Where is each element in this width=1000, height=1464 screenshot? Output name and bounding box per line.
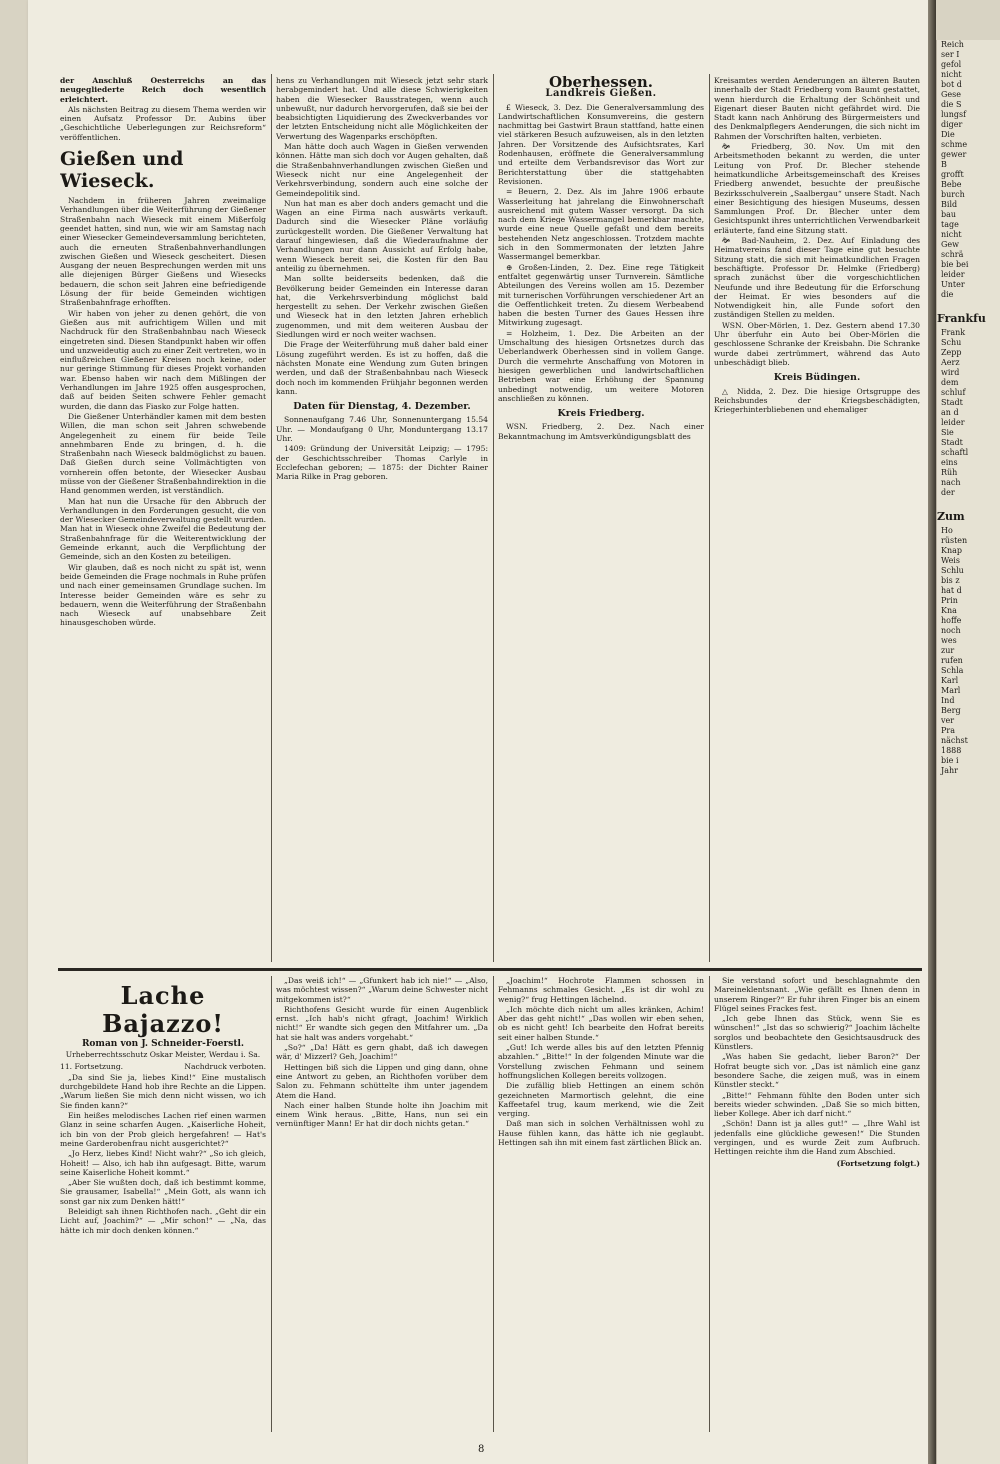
serial-paragraph: „Jo Herz, liebes Kind! Nicht wahr?“ „So ich gleich, Hoheit! — Also, ich hab ihn aufgesagt. Bitte, warum seine Kaiserliche Hoheit kommt.“ [60, 1149, 266, 1177]
serial-paragraph: „Joachim!“ Hochrote Flammen schossen in Fehmanns schmales Gesicht. „Es ist dir wohl zu wenig?“ frug Hettingen lächelnd. [498, 976, 704, 1004]
column-rule [709, 976, 710, 1432]
adjacent-page-fragment: Aerz [941, 358, 960, 367]
adjacent-page-fragment: ver [941, 716, 955, 725]
serial-column-4 [714, 976, 920, 1434]
serial-paragraph: „Bitte!“ Fehmann fühlte den Boden unter sich bereits wieder schwinden. „Daß Sie so mich bitten, lieber Kollege. Aber ich darf nicht.“ [714, 1090, 920, 1119]
adjacent-page-fragment: diger [941, 120, 963, 129]
reprint-note: Nachdruck verboten. [184, 1061, 266, 1071]
adjacent-page-fragment: tage [941, 220, 959, 229]
adjacent-page-fragments-bottom [937, 526, 1000, 776]
column-rule [493, 976, 494, 1432]
adjacent-page-fragment: Gew [941, 240, 959, 249]
serial-paragraph: Sie verstand sofort und beschlagnahmte den Mareineklentsnant. „Wie gefällt es Ihnen denn in unserem Ringer?“ Er fuhr ihren Finger bis an einem Flügel seines Frackes fest. [714, 976, 920, 1013]
adjacent-page-fragment: Frank [941, 328, 966, 337]
adjacent-page-fragment: die S [941, 100, 962, 109]
news-item: Kreisamtes werden Aenderungen an älteren Bauten innerhalb der Stadt Friedberg vom Baumt gestattet, wenn hierdurch die Erhaltung der Schönheit und Eigenart dieser Bauten nicht gefährdet wird. Die Stadt kann nach Anhörung des Bürgermeisters und des Denkmalpflegers Aenderungen, die sich nicht im Rahmen der Vorschriften halten, verbieten. [714, 76, 920, 141]
article-paragraph: Nun hat man es aber doch anders gemacht und die Wagen an eine Firma nach auswärts verkauft. Dadurch sind die Wiesecker Pläne vorläufig zurückgestellt worden. Die Gießener Verwaltung hat darauf hingewiesen, daß die Wiederaufnahme der Verhandlungen nur dann Aussicht auf Erfolg habe, wenn Wieseck bereit sei, die Kosten für den Bau anteilig zu übernehmen. [276, 198, 488, 273]
adjacent-page-fragment: 1888 [941, 746, 962, 755]
news-item: WSN. Friedberg, 2. Dez. Nach einer Bekanntmachung im Amtsverkündigungsblatt des [498, 422, 704, 441]
article-paragraph: hens zu Verhandlungen mit Wieseck jetzt sehr stark herabgemindert hat. Und alle diese Schwierigkeiten haben die Wiesecker Bausstrategen, wenn auch unbewußt, nur dadurch hervorgerufen, daß sie bei der beabsichtigten Liquidierung des Zweckverbandes vor der letzten Entscheidung nicht alle Möglichkeiten der Verwertung des Wagenparks erschöpften. [276, 76, 488, 141]
adjacent-page-fragment: der [941, 488, 955, 497]
adjacent-page-fragment: schaftl [941, 448, 969, 457]
adjacent-page-fragment: Reich [941, 40, 964, 49]
serial-copyright: Urheberrechtsschutz Oskar Meister, Werdau i. Sa. [65, 1050, 261, 1060]
column-rule [493, 74, 494, 962]
adjacent-page-fragment: rüsten [941, 536, 968, 545]
dates-heading: Daten für Dienstag, 4. Dezember. [293, 401, 471, 413]
adjacent-page-fragment: wird [941, 368, 960, 377]
feuilleton-separator [58, 968, 922, 971]
page-number: 8 [478, 1444, 485, 1455]
article-paragraph: Man hat nun die Ursache für den Abbruch der Verhandlungen in den Forderungen gesucht, die von der Wiesecker Gemeindeverwaltung gestellt wurden. Man hat in Wieseck ohne Zweifel die Bedeutung der Straßenbahnfrage für die Weiterentwicklung der Gemeinde erkannt, auch die Verpflichtung der Gemeinde, sich an den Kosten zu beteiligen. [60, 496, 266, 562]
serial-column-3 [498, 976, 704, 1434]
article-headline: Gießen und Wieseck. [60, 148, 184, 193]
serial-paragraph: „Schön! Dann ist ja alles gut!“ — „Ihre Wahl ist jedenfalls eine glückliche gewesen!“ Die Stunden vergingen, und es wurde Zeit zum Aufbruch. Hettingen reichte ihm die Hand zum Abschied. [714, 1119, 920, 1157]
adjacent-page-fragment: Berg [941, 706, 961, 715]
news-item: △ Nidda, 2. Dez. Die hiesige Ortsgruppe des Reichsbundes der Kriegsbeschädigten, Kriegerhinterbliebenen und ehemaliger [714, 386, 920, 415]
serial-paragraph: „Gut! Ich werde alles bis auf den letzten Pfennig abzahlen.“ „Bitte!“ In der folgenden Minute war die Vorstellung zwischen Fehmann und seinem hoffnungslichen Kollegen bereits vollzogen. [498, 1043, 704, 1080]
column-2 [276, 76, 488, 966]
adjacent-page-fragment: bie bei [941, 260, 969, 269]
adjacent-page-fragment: an d [941, 408, 959, 417]
column-4 [714, 76, 920, 966]
adjacent-page-fragment: grofft [941, 170, 964, 179]
adjacent-page-fragment: nächst [941, 736, 968, 745]
article-paragraph: Wir haben von jeher zu denen gehört, die von Gießen aus mit aufrichtigem Willen und mit Nachdruck für den Straßenbahnbau nach Wieseck eingetreten sind. Diesen Standpunkt haben wir offen und unzweideutig auch zu einer Zeit vertreten, wo in einflußreichen Gießener Kreisen noch keine, oder nur geringe Stimmung für dieses Projekt vorhanden war. Ebenso haben wir nach dem Mißlingen der Verhandlungen im Jahre 1925 offen ausgesprochen, daß auf beiden Seiten schwere Fehler gemacht wurden, die dann das Fiasko zur Folge hatten. [60, 308, 266, 411]
adjacent-page-fragment: lungsf [941, 110, 967, 119]
adjacent-page-fragment: die [941, 290, 954, 299]
serial-paragraph: „Ich möchte dich nicht um alles kränken, Achim! Aber das geht nicht!“ „Das wollen wir eben sehen, ob es nicht geht! Ich bearbeite den Hofrat bereits seit einer halben Stunde.“ [498, 1004, 704, 1042]
adjacent-page-fragment: Stadt [941, 398, 963, 407]
serial-paragraph: Daß man sich in solchen Verhältnissen wohl zu Hause fühlen kann, das hätte ich nie geglaubt. Hettingen sah ihn mit einem fast zärtlichen Blick an. [498, 1119, 704, 1148]
adjacent-page-fragment: bie i [941, 756, 959, 765]
article-paragraph: Man hätte doch auch Wagen in Gießen verwenden können. Hätte man sich doch vor Augen gehalten, daß die Straßenbahnverhandlungen zwischen Gießen und Wieseck nicht nur eine Angelegenheit der Verkehrsverbindung, sondern auch eine solche der Gemeindepolitik sind. [276, 142, 488, 198]
adjacent-page-fragment: Schla [941, 666, 964, 675]
column-rule [709, 74, 710, 962]
installment-number: 11. Fortsetzung. [60, 1061, 124, 1071]
adjacent-page-edge [936, 40, 1000, 1464]
column-rule [271, 74, 272, 962]
adjacent-page-fragment: Bild [941, 200, 958, 209]
adjacent-page-heading: Frankfu [937, 312, 986, 325]
news-item: WSN. Ober-Mörlen, 1. Dez. Gestern abend 17.30 Uhr überfuhr ein Auto bei Ober-Mörlen die geschlossene Schranke der Kreisbahn. Die Schranke wurde dabei zertrümmert, während das Auto unbeschädigt blieb. [714, 320, 920, 367]
column-1 [60, 76, 266, 966]
adjacent-page-fragment: hoffe [941, 616, 962, 625]
adjacent-page-fragments-top [937, 40, 1000, 300]
adjacent-page-fragment: Knap [941, 546, 963, 555]
adjacent-page-fragment: bot d [941, 80, 962, 89]
serial-paragraph: „So?“ „Da! Hätt es gern ghabt, daß ich dawegen wär, d' Mizzerl? Geh, Joachim!“ [276, 1043, 488, 1062]
adjacent-page-fragment: ser I [941, 50, 960, 59]
article-paragraph: Wir glauben, daß es noch nicht zu spät ist, wenn beide Gemeinden die Frage nochmals in Ruhe prüfen und nach einer gemeinsamen Grundlage suchen. Im Interesse beider Gemeinden wäre es sehr zu bedauern, wenn die Weiterführung der Straßenbahn nach Wieseck auf unabsehbare Zeit hinausgeschoben würde. [60, 562, 266, 628]
column-rule [271, 976, 272, 1432]
article-paragraph: Man sollte beiderseits bedenken, daß die Bevölkerung beider Gemeinden ein Interesse daran hat, die Verkehrsverbindung möglichst bald hergestellt zu sehen. Der Verkehr zwischen Gießen und Wieseck hat in den letzten Jahren erheblich zugenommen, und mit dem weiteren Ausbau der Siedlungen wird er noch weiter wachsen. [276, 274, 488, 340]
news-item: 🙞 Friedberg, 30. Nov. Um mit den Arbeitsmethoden bekannt zu werden, die unter Leitung von Prof. Dr. Blecher stehende heimatkundliche Arbeitsgemeinschaft des Kreises Friedberg anwendet, besuchte der preußische Bezirksschulverein „Saalbergau“ unsere Stadt. Nach einer Besichtigung des hiesigen Museums, dessen Sammlungen Prof. Dr. Blecher unter dem Gesichtspunkt ihres unterrichtlichen Verwendbarkeit erläuterte, fand eine Sitzung statt. [714, 142, 920, 235]
serial-title: Lache Bajazzo! [102, 981, 224, 1038]
news-item: = Beuern, 2. Dez. Als im Jahre 1906 erbaute Wasserleitung hat jahrelang die Einwohnerschaft ausreichend mit gutem Wasser versorgt. Da sich nach dem Kriege Wassermangel bemerkbar machte, wurde eine neue Quelle gefaßt und dem bereits bestehenden Netz angeschlossen. Trotzdem machte sich in den Sommermonaten der letzten Jahre Wassermangel bemerkbar. [498, 187, 704, 262]
news-item: = Holzheim, 1. Dez. Die Arbeiten an der Umschaltung des hiesigen Ortsnetzes durch das Ueberlandwerk Oberhessen sind in vollem Gange. Durch die vermehrte Anschaffung von Motoren in hiesigen gewerblichen und landwirtschaftlichen Betrieben war eine Erhöhung der Spannung unbedingt notwendig, um weitere Motoren anschließen zu können. [498, 328, 704, 403]
region-heading: Landkreis Gießen. [545, 88, 657, 100]
article-paragraph: Die Frage der Weiterführung muß daher bald einer Lösung zugeführt werden. Es ist zu hoffen, daß die nächsten Monate eine Wendung zum Guten bringen werden, und daß der Straßenbahnbau nach Wieseck doch noch im kommenden Frühjahr begonnen werden kann. [276, 340, 488, 396]
serial-paragraph: Hettingen biß sich die Lippen und ging dann, ohne eine Antwort zu geben, an Richthofen vorüber dem Salon zu. Fehmann schüttelte ihm unter jagendem Atem die Hand. [276, 1062, 488, 1100]
serial-meta [60, 1062, 266, 1071]
adjacent-page-fragment: Pra [941, 726, 955, 735]
adjacent-page-fragment: Marl [941, 686, 961, 695]
serial-paragraph: Ein heißes melodisches Lachen rief einen warmen Glanz in seine scharfen Augen. „Kaiserliche Hoheit, ich bin von der Prob gleich hergefahren! — Hat's meine Garderobenfrau nicht ausgerichtet?“ [60, 1111, 266, 1148]
adjacent-page-fragment: Sie [941, 428, 954, 437]
adjacent-page-fragment: zur [941, 646, 955, 655]
adjacent-page-fragment: Die [941, 130, 955, 139]
adjacent-page-fragment: Schu [941, 338, 962, 347]
section-heading: Oberhessen. [548, 76, 653, 91]
serial-paragraph: Beleidigt sah ihnen Richthofen nach. „Geht dir ein Licht auf, Joachim?“ — „Mir schon!“ — „Na, das hätte ich mir doch denken können.“ [60, 1207, 266, 1235]
serial-paragraph: „Das weiß ich!“ — „Gfunkert hab ich nie!“ — „Also, was möchtest wissen?“ „Warum deine Schwester nicht mitgekommen ist?“ [276, 976, 488, 1004]
adjacent-page-fragment: noch [941, 626, 961, 635]
serial-column-1 [60, 976, 266, 1434]
adjacent-page-fragment: nicht [941, 230, 962, 239]
serial-author: Roman von J. Schneider-Foerstl. [81, 1039, 245, 1049]
serial-paragraph: Die zufällig blieb Hettingen an einem schön gezeichneten Marmortisch gelehnt, die eine Kaffeetafel trug, kaum merkend, wie die Zeit verging. [498, 1081, 704, 1119]
adjacent-page-fragment: Gese [941, 90, 961, 99]
adjacent-page-fragment: schrä [941, 250, 964, 259]
adjacent-page-fragment: Kna [941, 606, 957, 615]
adjacent-page-fragment: schluf [941, 388, 966, 397]
serial-paragraph: „Was haben Sie gedacht, lieber Baron?“ Der Hofrat beugte sich vor. „Das ist nämlich eine ganz besondere Sache, die zeigen muß, was in einem Künstler steckt.“ [714, 1052, 920, 1090]
serial-paragraph: Nach einer halben Stunde holte ihn Joachim mit einem Wink heraus. „Bitte, Hans, nun sei ein vernünftiger Mann! Er hat dir doch nichts getan.“ [276, 1100, 488, 1129]
region-heading: Kreis Büdingen. [773, 372, 861, 384]
news-item: £ Wieseck, 3. Dez. Die Generalversammlung des Landwirtschaftlichen Konsumvereins, die gestern nachmittag bei Gastwirt Braun stattfand, hatte einen viel stärkeren Besuch aufzuweisen, als in den letzten Jahren. Der Vorsitzende des Aufsichtsrates, Karl Rodenhausen, eröffnete die Generalversammlung und erteilte dem Verbandsrevisor das Wort zur Berichterstattung über die stattgehabten Revisionen. [498, 102, 704, 186]
adjacent-page-fragment: schme [941, 140, 968, 149]
serial-paragraph: „Ich gebe Ihnen das Stück, wenn Sie es wünschen!“ „Ist das so schwierig?“ Joachim lächelte sorglos und beobachtete den Gesichtsausdruck des Künstlers. [714, 1014, 920, 1052]
adjacent-page-fragment: eins [941, 458, 958, 467]
adjacent-page-fragment: gefol [941, 60, 962, 69]
page-fold-shadow [928, 0, 936, 1464]
news-item: ⊕ Großen-Linden, 2. Dez. Eine rege Tätigkeit entfaltet gegenwärtig unser Turnverein. Sämtliche Abteilungen des Vereins wollen am 15. Dezember mit turnerischen Vorführungen verschiedener Art an die Oeffentlichkeit treten. Zu diesem Werbeabend haben die besten Turner des Gaues Hessen ihre Mitwirkung zugesagt. [498, 262, 704, 328]
article-paragraph: Die Gießener Unterhändler kamen mit dem besten Willen, die man schon seit Jahren schwebende Angelegenheit zu einem für beide Teile annehmbaren Ende zu bringen, d. h. die Straßenbahn nach Wieseck baldmöglichst zu bauen. Daß Gießen durch seine Vollmächtigten von vornherein offen betonte, der Wiesecker Ausbau müsse von der Gießener Straßenbahndirektion in die Hand genommen werden, ist verständlich. [60, 411, 266, 496]
adjacent-page-fragment: Bebe [941, 180, 962, 189]
adjacent-page-fragment: Unter [941, 280, 965, 289]
adjacent-page-fragment: bau [941, 210, 957, 219]
adjacent-page-fragment: leider [941, 270, 965, 279]
adjacent-page-fragment: dem [941, 378, 959, 387]
adjacent-page-fragment: nicht [941, 70, 962, 79]
adjacent-page-fragment: Prin [941, 596, 958, 605]
adjacent-page-fragment: Ind [941, 696, 955, 705]
adjacent-page-fragment: hat d [941, 586, 962, 595]
article-paragraph: Nachdem in früheren Jahren zweimalige Verhandlungen über die Weiterführung der Gießener Straßenbahn nach Wieseck mit einem Mißerfolg geendet hatten, sind nun, wie wir am Samstag nach einer Wiesecker Gemeindeversammlung berichteten, auch die erneuten Straßenbahnverhandlungen zwischen Gießen und Wieseck gescheitert. Diesen Ausgang der neuen Besprechungen werden mit uns alle diejenigen Bürger Gießens und Wiesecks bedauern, die schon seit Jahren eine befriedigende Lösung der für beide Gemeinden wichtigen Straßenbahnfrage erhofften. [60, 196, 266, 308]
serial-paragraph: Richthofens Gesicht wurde für einen Augenblick ernst. „Ich hab's nicht gfragt, Joachim! Wirklich nicht!“ Er wandte sich gegen den Mitfahrer um. „Da hat sie halt was anders vorgehabt.“ [276, 1004, 488, 1042]
column-3 [498, 76, 704, 966]
region-heading: Kreis Friedberg. [557, 408, 645, 420]
adjacent-page-fragment: Schlu [941, 566, 964, 575]
adjacent-page-fragments-mid [937, 328, 1000, 498]
adjacent-page-fragment: B [941, 160, 947, 169]
adjacent-page-fragment: Ho [941, 526, 953, 535]
adjacent-page-fragment: leider [941, 418, 965, 427]
continued-note: (Fortsetzung folgt.) [836, 1158, 920, 1168]
adjacent-page-fragment: Weis [941, 556, 960, 565]
adjacent-page-fragment: Rüh [941, 468, 958, 477]
adjacent-page-fragment: wes [941, 636, 957, 645]
adjacent-page-fragment: nach [941, 478, 961, 487]
intro-paragraph: Als nächsten Beitrag zu diesem Thema werden wir einen Aufsatz Professor Dr. Aubins über „Geschichtliche Ueberlegungen zur Reichsreform“ veröffentlichen. [60, 104, 266, 142]
intro-paragraph: der Anschluß Oesterreichs an das neugegliederte Reich doch wesentlich erleichtert. [60, 76, 266, 104]
adjacent-page-fragment: bis z [941, 576, 960, 585]
serial-column-2 [276, 976, 488, 1434]
dates-paragraph: 1409: Gründung der Universität Leipzig; — 1795: der Geschichtsschreiber Thomas Carlyle in Ecclefechan geboren; — 1875: der Dichter Rainer Maria Rilke in Prag geboren. [276, 444, 488, 482]
adjacent-page-fragment: Stadt [941, 438, 963, 447]
serial-paragraph: „Aber Sie wußten doch, daß ich bestimmt komme, Sie grausamer, Isabella!“ „Mein Gott, als wann ich sonst gar nix zum Denken hätt!“ [60, 1178, 266, 1206]
adjacent-page-fragment: gewer [941, 150, 967, 159]
serial-paragraph: „Da sind Sie ja, liebes Kind!“ Eine mustalisch durchgebildete Hand hob ihre Rechte an die Lippen. „Warum ließen Sie mich denn nicht wissen, wo ich Sie finden kann?“ [60, 1072, 266, 1110]
adjacent-page-fragment: burch [941, 190, 965, 199]
dates-paragraph: Sonnenaufgang 7.46 Uhr, Sonnenuntergang 15.54 Uhr. — Mondaufgang 0 Uhr, Monduntergang 13.17 Uhr. [276, 415, 488, 443]
news-item: 🙞 Bad-Nauheim, 2. Dez. Auf Einladung des Heimatvereins fand dieser Tage eine gut besuchte Sitzung statt, die sich mit heimatkundlichen Fragen beschäftigte. Professor Dr. Helmke (Friedberg) sprach zunächst über die vorgeschichtlichen Neufunde und ihre Bedeutung für die Erforschung der Heimat. Er wies besonders auf die Notwendigkeit hin, alle Funde sofort den zuständigen Stellen zu melden. [714, 236, 920, 320]
adjacent-page-fragment: Karl [941, 676, 959, 685]
adjacent-page-fragment: Zepp [941, 348, 962, 357]
adjacent-page-fragment: Jahr [941, 766, 958, 775]
adjacent-page-heading: Zum [937, 510, 965, 523]
adjacent-page-fragment: rufen [941, 656, 963, 665]
